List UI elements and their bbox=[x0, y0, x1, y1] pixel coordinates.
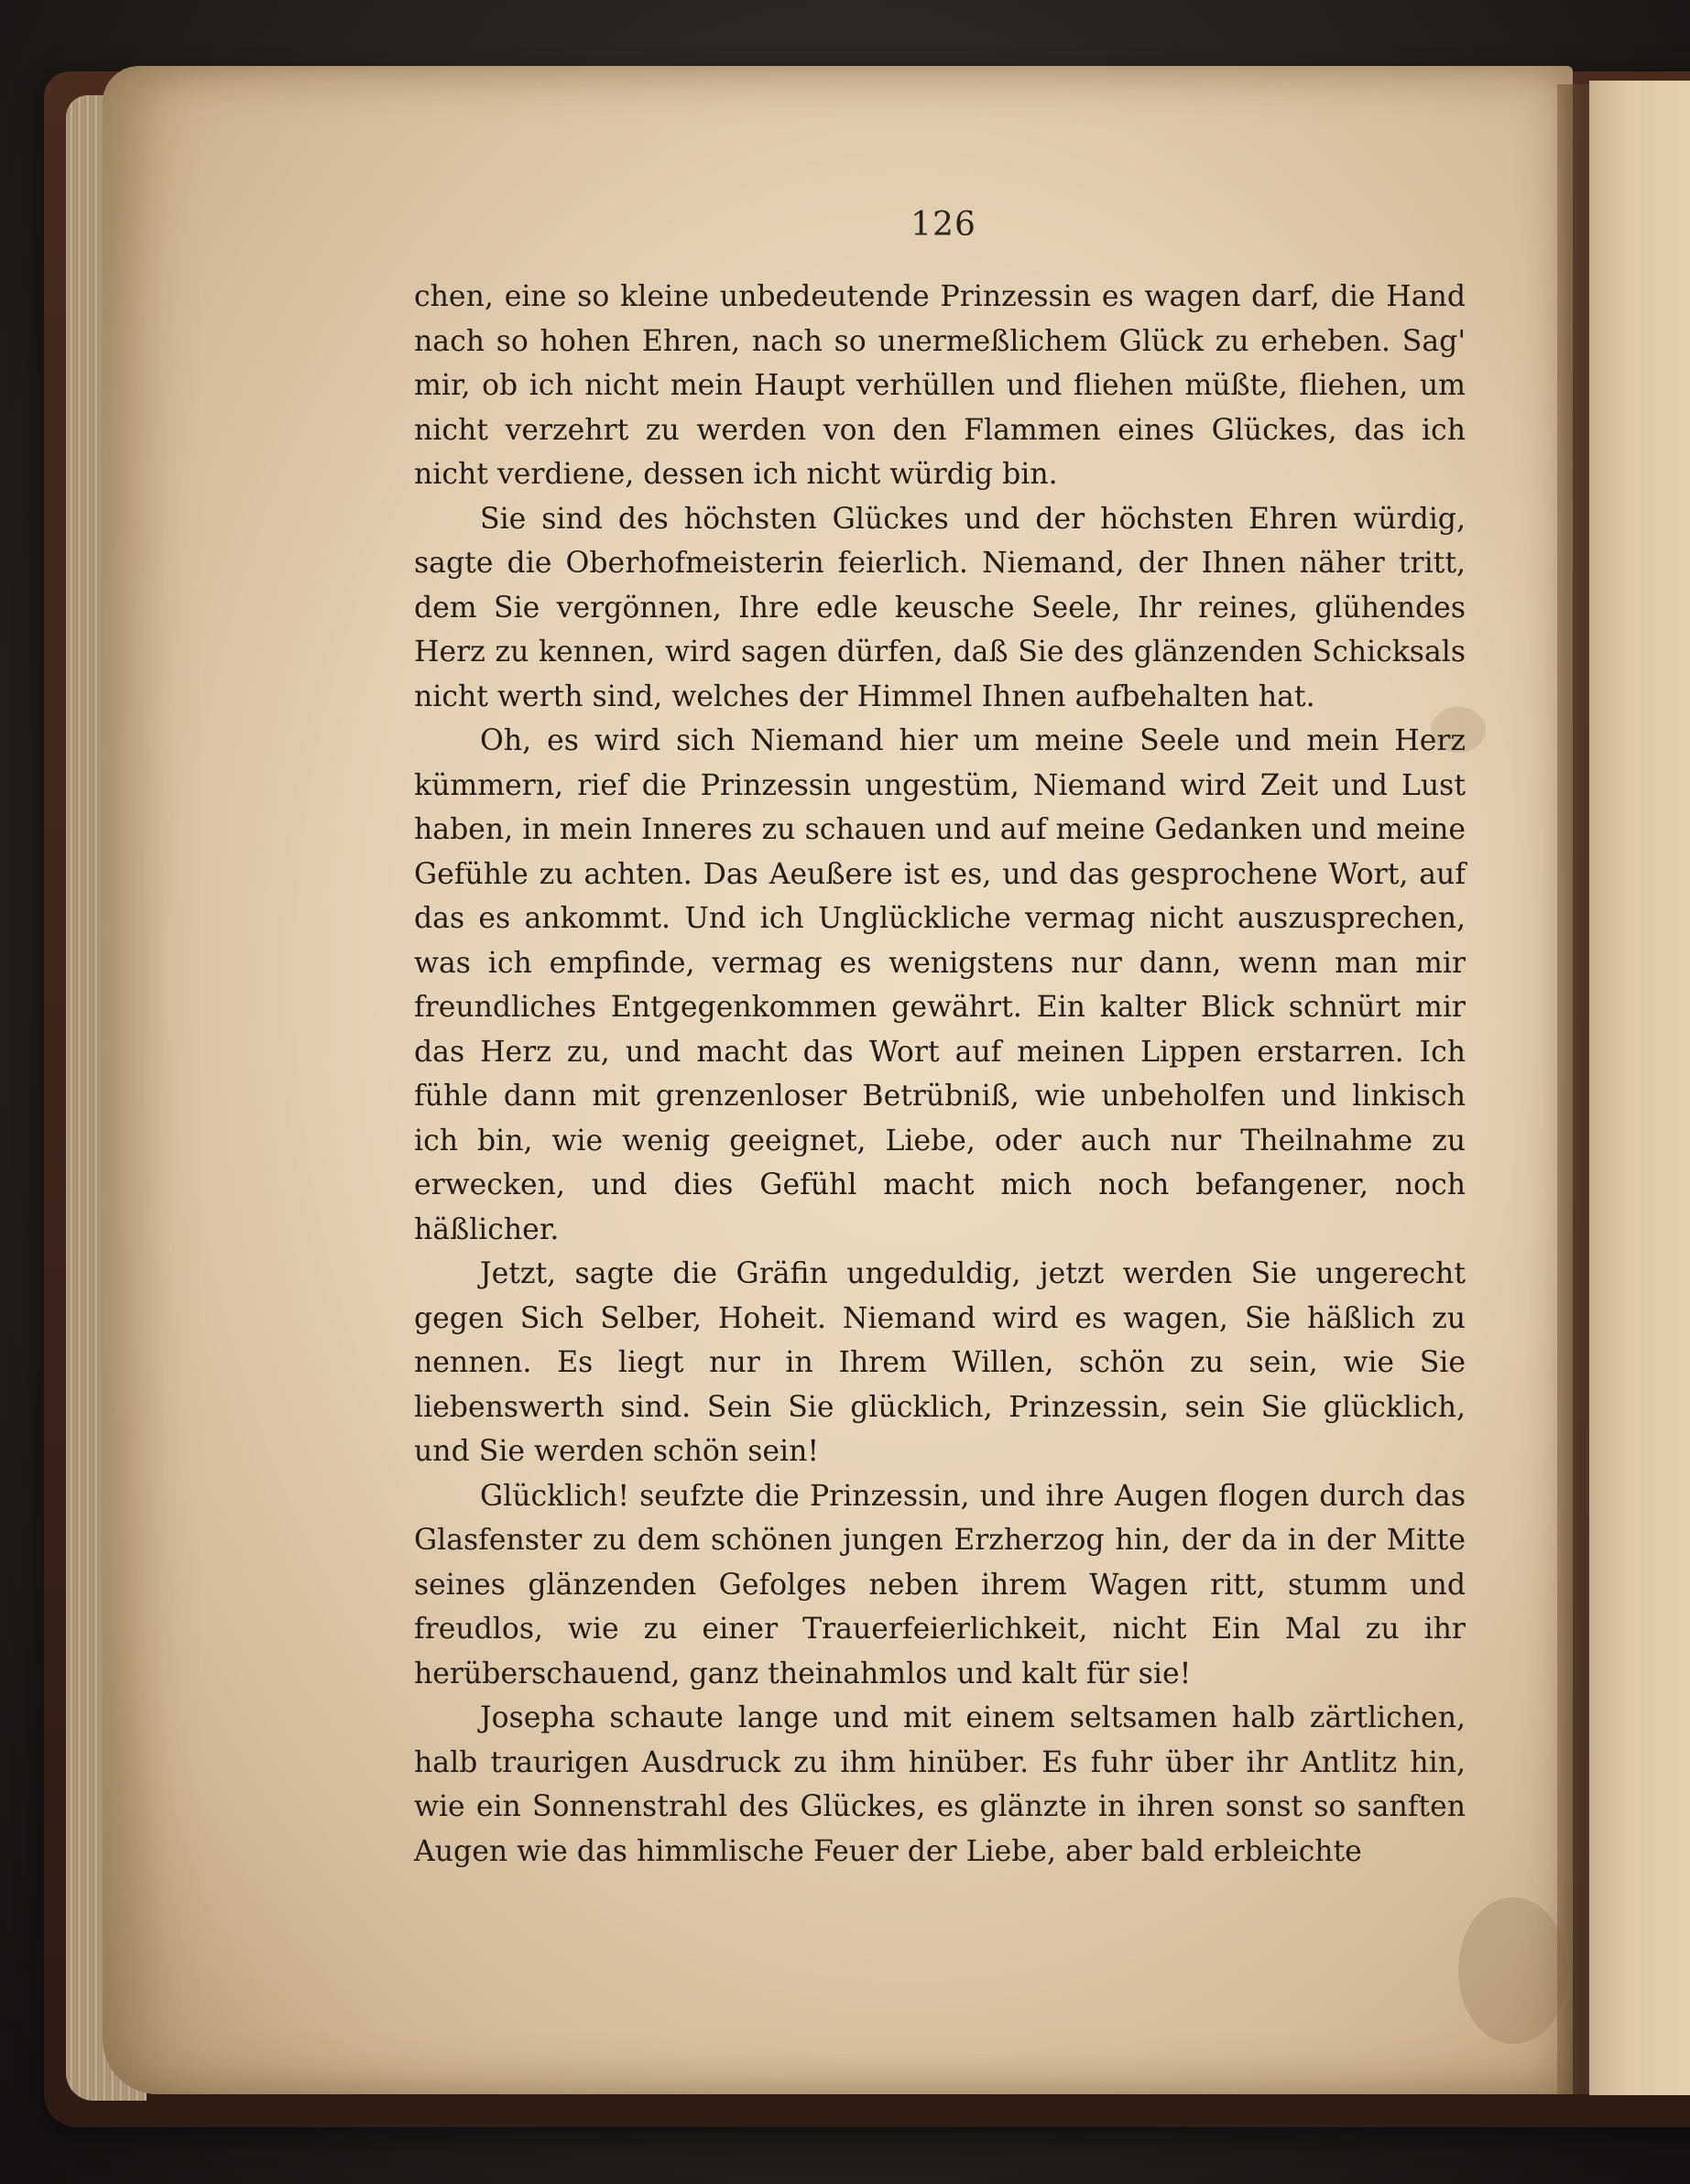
right-page bbox=[1589, 81, 1690, 2095]
paragraph: Glücklich! seufzte die Prinzessin, und ihre Augen flogen durch das Glasfenster zu dem schönen jungen Erzherzog hin, der da in der Mitte seines glänzenden Gefolges neben ihrem Wagen ritt, stumm und freudlos, wie zu einer Trauerfeierlichkeit, nicht Ein Mal zu ihr herüberschauend, ganz theinahmlos und kalt für sie! bbox=[414, 1479, 1466, 1690]
page-number: 126 bbox=[910, 206, 976, 244]
paragraph: Jetzt, sagte die Gräfin ungeduldig, jetzt werden Sie ungerecht gegen Sich Selber, Hoheit. Niemand wird es wagen, Sie häßlich zu nennen. Es liegt nur in Ihrem Willen, schön zu sein, wie Sie liebenswerth sind. Sein Sie glücklich, Prinzessin, sein Sie glücklich, und Sie werden schön sein! bbox=[414, 1257, 1466, 1468]
paragraph: Sie sind des höchsten Glückes und der höchsten Ehren würdig, sagte die Oberhofmeisterin feierlich. Niemand, der Ihnen näher tritt, dem Sie vergönnen, Ihre edle keusche Seele, Ihr reines, glühendes Herz zu kennen, wird sagen dürfen, daß Sie des glänzenden Schicksals nicht werth sind, welches der Himmel Ihnen aufbehalten hat. bbox=[414, 502, 1466, 713]
paragraph: chen, eine so kleine unbedeutende Prinzessin es wagen darf, die Hand nach so hohen Ehren, nach so unermeßlichem Glück zu erheben. Sag' mir, ob ich nicht mein Haupt verhüllen und fliehen müßte, fliehen, um nicht verzehrt zu werden von den Flammen eines Glückes, das ich nicht verdiene, dessen ich nicht würdig bin. bbox=[414, 280, 1466, 491]
paper-stain bbox=[1458, 1897, 1568, 2044]
body-text bbox=[414, 275, 1466, 1874]
paragraph: Oh, es wird sich Niemand hier um meine Seele und mein Herz kümmern, rief die Prinzessin ungestüm, Niemand wird Zeit und Lust haben, in mein Inneres zu schauen und auf meine Gedanken und meine Gefühle zu achten. Das Aeußere ist es, und das gesprochene Wort, auf das es ankommt. Und ich Unglückliche vermag nicht auszusprechen, was ich empfinde, vermag es wenigstens nur dann, wenn man mir freundliches Entgegenkommen gewährt. Ein kalter Blick schnürt mir das Herz zu, und macht das Wort auf meinen Lippen erstarren. Ich fühle dann mit grenzenloser Betrübniß, wie unbeholfen und linkisch ich bin, wie wenig geeignet, Liebe, oder auch nur Theilnahme zu erwecken, und dies Gefühl macht mich noch befangener, noch häßlicher. bbox=[414, 724, 1466, 1246]
paragraph: Josepha schaute lange und mit einem seltsamen halb zärtlichen, halb traurigen Ausdruck zu ihm hinüber. Es fuhr über ihr Antlitz hin, wie ein Sonnenstrahl des Glückes, es glänzte in ihren sonst so sanften Augen wie das himmlische Feuer der Liebe, aber bald erbleichte bbox=[414, 1701, 1466, 1868]
